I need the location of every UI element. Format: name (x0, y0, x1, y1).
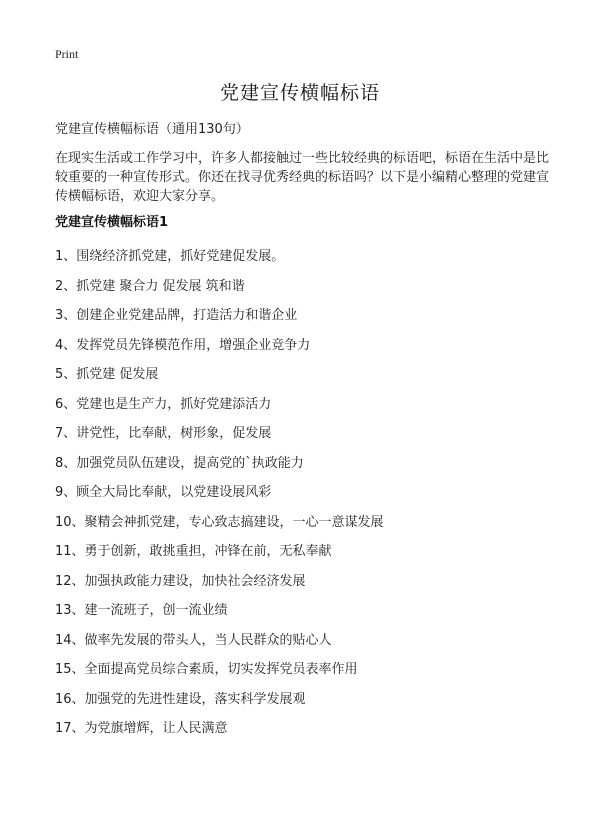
list-item: 6、党建也是生产力，抓好党建添活力 (55, 396, 272, 412)
list-item: 2、抓党建 聚合力 促发展 筑和谐 (55, 278, 245, 294)
list-item: 1、围绕经济抓党建，抓好党建促发展。 (55, 249, 285, 264)
slogan-list (55, 248, 555, 750)
list-item: 17、为党旗增辉，让人民满意 (55, 721, 228, 736)
list-item: 13、建一流班子，创一流业绩 (55, 603, 228, 618)
page-title: 党建宣传横幅标语 (219, 82, 380, 104)
list-item: 9、顾全大局比奉献，以党建设展风彩 (55, 485, 272, 500)
section-heading: 党建宣传横幅标语1 (55, 215, 169, 230)
list-item: 3、创建企业党建品牌，打造活力和谐企业 (55, 308, 298, 323)
list-item: 4、发挥党员先锋模范作用，增强企业竞争力 (55, 337, 311, 353)
intro-text: 在现实生活或工作学习中，许多人都接触过一些比较经典的标语吧，标语在生活中是比较重要的一种宣传形式。你还在找寻优秀经典的标语吗？以下是小编精心整理的党建宣传横幅标语，欢迎大家分享。 (55, 151, 550, 204)
list-item: 14、做率先发展的带头人，当人民群众的贴心人 (55, 632, 332, 648)
print-label: Print (55, 47, 79, 61)
list-item: 12、加强执政能力建设，加快社会经济发展 (55, 573, 306, 589)
list-item: 11、勇于创新，敢挑重担，冲锋在前，无私奉献 (55, 544, 332, 559)
list-item: 5、抓党建 促发展 (55, 367, 159, 382)
list-item: 8、加强党员队伍建设，提高党的`执政能力 (55, 455, 304, 471)
document-subtitle: 党建宣传横幅标语（通用130句） (55, 122, 249, 137)
list-item: 15、全面提高党员综合素质，切实发挥党员表率作用 (55, 662, 358, 677)
intro-paragraph (55, 149, 555, 206)
list-item: 16、加强党的先进性建设，落实科学发展观 (55, 691, 306, 707)
list-item: 7、讲党性，比奉献，树形象，促发展 (55, 426, 272, 441)
list-item: 10、聚精会神抓党建，专心致志搞建设，一心一意谋发展 (55, 514, 384, 530)
